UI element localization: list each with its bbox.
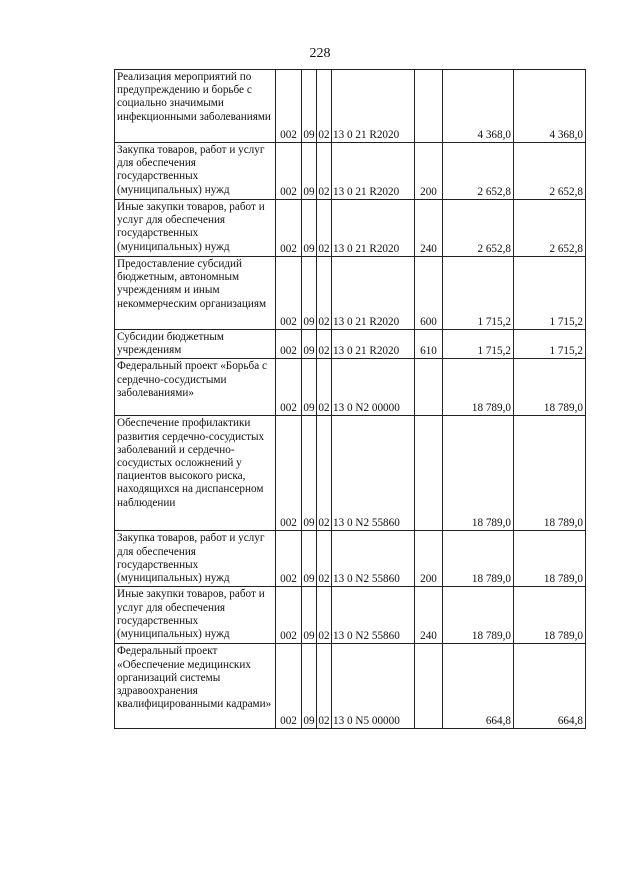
row-section-code: 09	[302, 200, 317, 257]
row-name: Иные закупки товаров, работ и услуг для обеспечения государственных (муниципальных) нужд	[115, 200, 276, 257]
row-name: Закупка товаров, работ и услуг для обеспечения государственных (муниципальных) нужд	[115, 143, 276, 200]
row-expense-type: 600	[415, 257, 443, 330]
row-ved-code: 002	[276, 330, 302, 359]
row-section-code: 09	[302, 70, 317, 143]
row-ved-code: 002	[276, 644, 302, 729]
row-name: Иные закупки товаров, работ и услуг для обеспечения государственных (муниципальных) нужд	[115, 587, 276, 644]
row-target-article: 13 0 N2 55860	[332, 587, 415, 644]
row-amount-1: 18 789,0	[443, 416, 514, 531]
row-subsection-code: 02	[317, 200, 332, 257]
row-expense-type: 200	[415, 531, 443, 587]
row-expense-type	[415, 70, 443, 143]
row-amount-1: 4 368,0	[443, 70, 514, 143]
row-ved-code: 002	[276, 70, 302, 143]
row-ved-code: 002	[276, 200, 302, 257]
row-subsection-code: 02	[317, 587, 332, 644]
page-number: 228	[309, 46, 331, 61]
row-subsection-code: 02	[317, 143, 332, 200]
table-row	[115, 257, 586, 330]
row-section-code: 09	[302, 143, 317, 200]
row-amount-2: 2 652,8	[514, 143, 586, 200]
budget-table	[114, 69, 586, 729]
row-target-article: 13 0 N2 55860	[332, 416, 415, 531]
row-name: Закупка товаров, работ и услуг для обеспечения государственных (муниципальных) нужд	[115, 531, 276, 587]
row-name: Обеспечение профилактики развития сердечно-сосудистых заболеваний и сердечно-сосудистых осложнений у пациентов высокого риска, находящихся на диспансерном наблюдении	[115, 416, 276, 531]
row-amount-1: 2 652,8	[443, 143, 514, 200]
row-amount-2: 18 789,0	[514, 587, 586, 644]
row-target-article: 13 0 N5 00000	[332, 644, 415, 729]
row-expense-type: 610	[415, 330, 443, 359]
row-expense-type: 240	[415, 587, 443, 644]
row-expense-type: 200	[415, 143, 443, 200]
table-row	[115, 70, 586, 143]
row-section-code: 09	[302, 644, 317, 729]
row-ved-code: 002	[276, 416, 302, 531]
row-target-article: 13 0 21 R2020	[332, 143, 415, 200]
table-row	[115, 531, 586, 587]
row-subsection-code: 02	[317, 359, 332, 416]
table-row	[115, 200, 586, 257]
row-amount-2: 1 715,2	[514, 330, 586, 359]
row-subsection-code: 02	[317, 531, 332, 587]
row-ved-code: 002	[276, 359, 302, 416]
row-name: Федеральный проект «Обеспечение медицинских организаций системы здравоохранения квалифицированными кадрами»	[115, 644, 276, 729]
row-subsection-code: 02	[317, 257, 332, 330]
row-amount-2: 18 789,0	[514, 416, 586, 531]
row-amount-2: 4 368,0	[514, 70, 586, 143]
row-ved-code: 002	[276, 143, 302, 200]
row-amount-2: 1 715,2	[514, 257, 586, 330]
row-section-code: 09	[302, 587, 317, 644]
table-row	[115, 644, 586, 729]
row-amount-2: 2 652,8	[514, 200, 586, 257]
row-target-article: 13 0 21 R2020	[332, 200, 415, 257]
row-ved-code: 002	[276, 257, 302, 330]
row-name: Предоставление субсидий бюджетным, автономным учреждениям и иным некоммерческим организациям	[115, 257, 276, 330]
row-name: Федеральный проект «Борьба с сердечно-сосудистыми заболеваниями»	[115, 359, 276, 416]
row-amount-1: 18 789,0	[443, 359, 514, 416]
row-amount-2: 18 789,0	[514, 359, 586, 416]
row-amount-1: 1 715,2	[443, 330, 514, 359]
row-section-code: 09	[302, 257, 317, 330]
row-amount-2: 18 789,0	[514, 531, 586, 587]
row-expense-type: 240	[415, 200, 443, 257]
table-row	[115, 330, 586, 359]
row-name: Субсидии бюджетным учреждениям	[115, 330, 276, 359]
row-section-code: 09	[302, 359, 317, 416]
row-amount-1: 2 652,8	[443, 200, 514, 257]
row-amount-1: 1 715,2	[443, 257, 514, 330]
row-amount-1: 664,8	[443, 644, 514, 729]
row-expense-type	[415, 644, 443, 729]
row-subsection-code: 02	[317, 330, 332, 359]
row-ved-code: 002	[276, 587, 302, 644]
row-target-article: 13 0 N2 55860	[332, 531, 415, 587]
row-target-article: 13 0 21 R2020	[332, 257, 415, 330]
row-amount-2: 664,8	[514, 644, 586, 729]
row-subsection-code: 02	[317, 416, 332, 531]
row-target-article: 13 0 N2 00000	[332, 359, 415, 416]
row-amount-1: 18 789,0	[443, 531, 514, 587]
row-name: Реализация мероприятий по предупреждению и борьбе с социально значимыми инфекционными заболеваниями	[115, 70, 276, 143]
table-row	[115, 359, 586, 416]
row-target-article: 13 0 21 R2020	[332, 70, 415, 143]
row-target-article: 13 0 21 R2020	[332, 330, 415, 359]
row-expense-type	[415, 416, 443, 531]
table-row	[115, 416, 586, 531]
row-section-code: 09	[302, 330, 317, 359]
row-section-code: 09	[302, 531, 317, 587]
row-section-code: 09	[302, 416, 317, 531]
row-ved-code: 002	[276, 531, 302, 587]
row-amount-1: 18 789,0	[443, 587, 514, 644]
row-subsection-code: 02	[317, 644, 332, 729]
table-row	[115, 143, 586, 200]
row-subsection-code: 02	[317, 70, 332, 143]
table-row	[115, 587, 586, 644]
row-expense-type	[415, 359, 443, 416]
